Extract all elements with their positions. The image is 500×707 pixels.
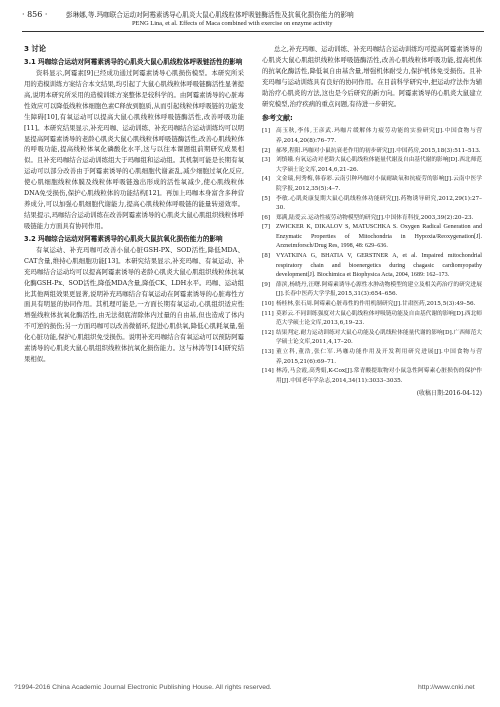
reference-item [262,281,482,300]
reference-number: [9] [262,281,271,288]
right-column [262,44,482,400]
subsection-2-title: 3.2 玛咖综合运动对阿霉素诱导的心肌炎大鼠抗氧化损伤能力的影响 [24,234,223,243]
reference-item [262,195,482,214]
reference-text: 莫彩云.不同训练强度对大鼠心肌线粒体呼吸链功能及自由基代谢的影响[D].西北师范大学硕士论文库,2013,6,19–23. [276,310,482,327]
header-citation-cn: 彭琳娜,等.玛咖联合运动对阿霉素诱导心肌炎大鼠心肌线粒体呼吸链酶活性及抗氧化损伤能力的影响 [66,11,354,19]
reference-item [262,156,482,175]
reference-text: 文金瑞,何秀梅,韩春彩.云南引种玛咖对小鼠耐缺氧和抗疲劳的影响[J].云南中医学院学报,2012,35(5):4–7. [276,176,482,192]
reference-number: [11] [262,310,274,317]
reference-number: [3] [262,157,271,164]
reference-text: VYATKINA G, BHATIA V, GERSTNER A, et al. Impaired mitochondrial respiratory chain and bioenergetics during chagasic cardiomyopathy development[J]. Biochimica et Biophysica Acta, 2004, 1689: 162–173. [276,253,482,279]
reference-text: 高玉秋,李伟,王彦武.玛咖片缓解体力疲劳功能的实验研究[J].中国食物与营养,2014,20(8):76–77. [276,128,482,144]
reference-number: [12] [262,329,274,336]
reference-text: 结果判定.耐力运动训练对大鼠心功能及心肌线粒体能量代谢的影响[D].广西师范大学硕士论文库,2011,4,17–20. [276,329,482,346]
reference-text: 郑满,陆爱云.运动性疲劳动物模型的研究[J].中国体育科技,2003,39(2):20–23. [276,214,474,221]
reference-number: [1] [262,128,271,135]
reference-text: 林涛,马会霞,高秀娟,K-Cox[J].常青酸提取物对小鼠急性阿霉素心脏损伤的保护作用[J].中国老年学杂志,2014,34(11):3033–3035. [276,368,482,384]
reference-item [262,223,482,252]
reference-item [262,214,482,224]
reference-item [262,127,482,146]
reference-text: 薛滨,杨晓丹,汪曙.阿霉素诱导心源性水肿动物模型的建立及相关药治疗的研究进展[J].长春中医药大学学报,2015,31(3):654–656. [276,281,482,298]
reference-number: [2] [262,147,271,154]
reference-number: [7] [262,224,271,231]
subsection-1-title: 3.1 玛咖综合运动对阿霉素诱导的心肌炎大鼠心肌线粒体呼吸链活性的影响 [24,57,243,66]
reference-item [262,310,482,329]
header-citation-en: PENG Lina, et al. Effects of Maca combined with exercise on enzyme activity [132,20,333,27]
reference-number: [5] [262,195,271,202]
reference-number: [13] [262,349,274,355]
reference-number: [4] [262,176,271,183]
reference-item [262,147,482,157]
footer-url[interactable]: http://www.cnki.net [418,684,475,691]
reference-text: 杨桂林,张石周.阿霉素心脏毒性的作用机制研究[J].甘肃医药,2015,5(3):49–56. [276,301,476,308]
reference-text: ZWICKER K, DIKALOV S, MATUSCHKA S. Oxygen Radical Generation and Enzymatic Properties of Mitochondria in Hypoxia/Reoxygenation[J]. Arzneimforsch/Drug Res, 1998, 48: 629–636. [276,224,482,250]
references-title: 参考文献: [262,114,293,123]
subsection-2-paragraph-1: 有氧运动、补充玛咖可改善小鼠心脏GSH-PX、SOD活性,降低MDA、CAT含量,维持心肌细胞功能[13]。本研究结果显示,补充玛咖、有氧运动、补充玛咖结合运动均可以提高阿霉素诱导的老龄心肌炎大鼠心肌组织线粒体抗氧化酶GSH-Px、SOD活性,降低MDA含量,降低CK、LDH水平。玛咖、运动组比其他两组效果更显著,说明补充玛咖结合有氧运动在阿霉素诱导的心脏毒性方面具有明显的协同作用。其机理可能是,一方面长期有氧运动,心肌组织适应性增强线粒体抗氧化酶活性,由无法彻底清除体内过量的自由基,但也造成了体内不可逆的损伤;另一方面玛咖可以改善微循环,促进心肌供氧,降低心肌耗氧量,强化心脏功能,保护心肌组织免受损伤。说明补充玛咖结合有氧运动可以预防阿霉素诱导的心肌炎大鼠心肌组织线粒体抗氧化损伤能力。这与林涛等[14]研究结果相似。 [24,245,244,363]
reference-number: [10] [262,301,274,308]
reference-item [262,300,482,310]
reference-item [262,329,482,348]
subsection-2-paragraph-2: 总之,补充玛咖、运动训练、补充玛咖结合运动训练均可提高阿霉素诱导的心肌炎大鼠心肌组织线粒体呼吸链酶活性,改善心肌线粒体呼吸功能,提高机体的抗氧化酶活性,降低氧自由基含量,增强机体耐受力,保护机体免受损伤。且补充玛咖与运动训练具有良好的协同作用。在目前科学研究中,把运动疗法作为辅助治疗心肌炎的方法,这也是今后研究的新方向。阿霉素诱导的心肌炎大鼠建立研究模型,治疗疾病的重点问题,有待进一步研究。 [262,45,482,108]
reference-number: [8] [262,253,271,260]
left-column [24,44,244,365]
reference-number: [14] [262,368,274,375]
reference-number: [6] [262,214,271,221]
reference-text: 李敏.心肌炎康复期大鼠心肌线粒体功能研究[J].药物诱导研究,2012,29(1):27–30. [276,195,482,212]
section-title: 3 讨论 [24,44,46,53]
page-number: · 856 · [22,10,48,19]
received-date: (收稿日期:2016-04-12) [416,390,482,398]
reference-text: 郝琴,程阳.玛咖对小鼠抗衰老作用的初步研究[J].中国药房,2015,18(3):511–513. [276,147,481,154]
reference-item [262,348,482,367]
reference-item [262,367,482,386]
reference-item [262,252,482,281]
reference-item [262,175,482,194]
copyright-notice: ?1994-2016 China Academic Journal Electronic Publishing House. All rights reserved. [14,684,272,691]
reference-text: 董立科,董浩,张仁军.玛咖功能作用及开发利用研究进展[J].中国食物与营养,2015,21(6):69–71. [276,349,482,365]
reference-list [262,127,482,386]
header-rule [22,31,484,32]
subsection-1-paragraph: 资料显示,阿霉素[9]已经成功通过阿霉素诱导心肌损伤模型。本研究所采用的造模训练方案结合本文结果,均引起了大鼠心肌线粒体呼吸链酶活性显著提高,说明本研究所采用的造模训练方案整体是较科学的。由阿霉素诱导的心脏毒性效应可以降低线粒体细胞色素C释放到胞质,从而引起线粒体呼吸链的功能发生障碍[10],有氧运动可以提高大鼠心肌线粒体呼吸链酶活性,改善呼吸功能[11]。本研究结果显示,补充玛咖、运动训练、补充玛咖结合运动训练均可以明显提高阿霉素诱导的老龄心肌炎大鼠心肌线粒体呼吸链酶活性,改善心肌线粒体的呼吸功能,提高线粒体氧化磷酸化水平,这与以往本课题组前期研究成果相似。且补充玛咖结合运动训练组大于玛咖组和运动组。其机制可能是长期有氧运动可以部分改善由于阿霉素诱导的心肌细胞代谢紊乱,减少细胞过氧化反应,使心肌细胞线粒体膜及线粒体呼吸链逸出形成的活性氧减少,使心肌线粒体DNA免受损伤,保护心肌线粒体的功能结构[12]。再加上玛咖本身富含多种营养成分,可以加强心肌细胞代谢能力,提高心肌线粒体呼吸链的能量转递效率。结果提示,玛咖结合运动训练在改善阿霉素诱导的心肌炎大鼠心肌组织线粒体呼吸链能力方面具有协同作用。 [24,69,244,230]
reference-text: 刘慎娥.有氧运动对老龄大鼠心肌线粒体能量代谢及自由基代谢的影响[D].西北师范大学硕士论文库,2014,6,21–26. [276,157,482,173]
